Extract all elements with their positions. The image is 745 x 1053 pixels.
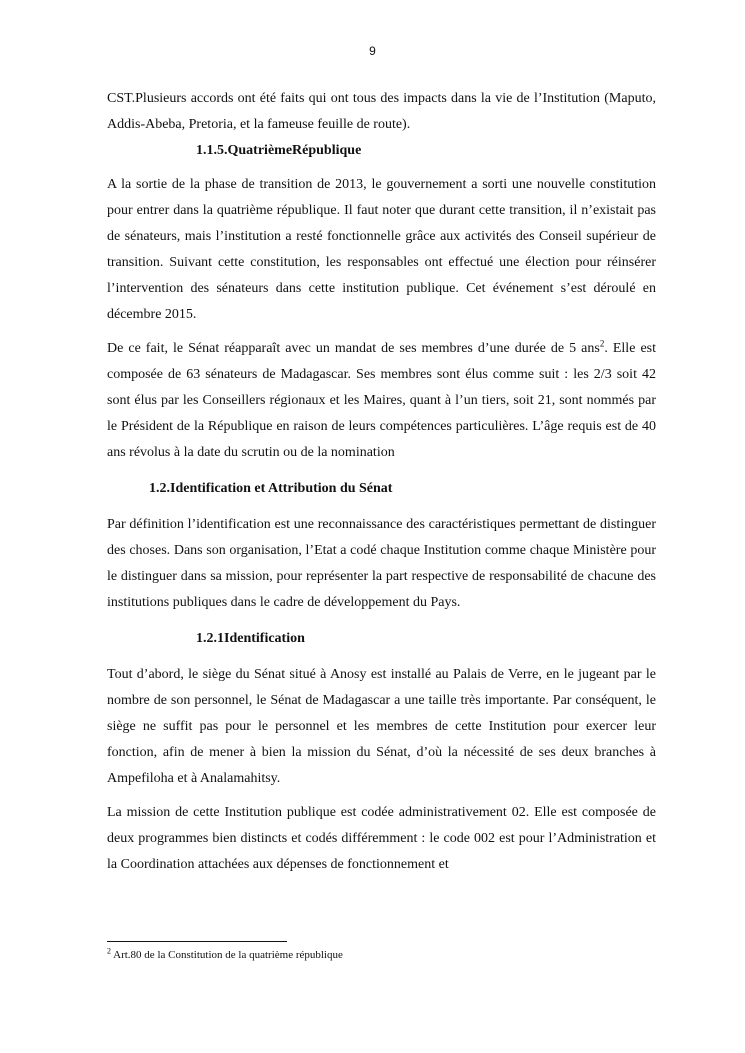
footnote-marker: 2	[107, 946, 111, 956]
footnote-separator	[107, 941, 287, 942]
document-body	[107, 86, 656, 886]
paragraph-siege: Tout d’abord, le siège du Sénat situé à Anosy est installé au Palais de Verre, en le jugeant par le nombre de son personnel, le Sénat de Madagascar a une taille très importante. Par conséquent, le siège ne suffit pas pour le personnel et les membres de cette Institution pour exercer leur fonction, afin de mener à bien la mission du Sénat, d’où la nécessité de ses deux branches à Ampefiloha et à Analamahitsy.	[107, 667, 656, 786]
paragraph-intro: CST.Plusieurs accords ont été faits qui ont tous des impacts dans la vie de l’Institution (Maputo, Addis-Abeba, Pretoria, et la fameuse feuille de route).	[107, 91, 656, 132]
paragraph-transition: A la sortie de la phase de transition de 2013, le gouvernement a sorti une nouvelle constitution pour entrer dans la quatrième république. Il faut noter que durant cette transition, il n’existait pas de sénateurs, mais l’institution a resté fonctionnelle grâce aux activités des Conseil supérieur de transition. Suivant cette constitution, les responsables ont effectué une élection pour réinsérer l’intervention des sénateurs dans cette institution publique. Cet événement s’est déroulé en décembre 2015.	[107, 177, 656, 322]
heading-1-1-5: 1.1.5.QuatrièmeRépublique	[196, 143, 362, 158]
paragraph-senat-mandat-part1: De ce fait, le Sénat réapparaît avec un mandat de ses membres d’une durée de 5 ans	[107, 341, 600, 356]
footnote-reference: 2	[599, 338, 605, 349]
paragraph-senat-mandat	[107, 336, 656, 466]
heading-1-2: 1.2.Identification et Attribution du Sénat	[149, 481, 393, 496]
heading-1-2-1: 1.2.1Identification	[196, 631, 305, 646]
page-number: 9	[369, 44, 376, 58]
paragraph-mission: La mission de cette Institution publique est codée administrativement 02. Elle est composée de deux programmes bien distincts et codés différemment : le code 002 est pour l’Administration et la Coordination attachées aux dépenses de fonctionnement et	[107, 805, 656, 872]
paragraph-definition: Par définition l’identification est une reconnaissance des caractéristiques permettant de distinguer des choses. Dans son organisation, l’Etat a codé chaque Institution comme chaque Ministère pour le distinguer dans sa mission, pour représenter la part respective de responsabilité de chacune des institutions publiques dans le cadre de développement du Pays.	[107, 517, 656, 610]
footnote-text: Art.80 de la Constitution de la quatrième république	[111, 949, 343, 961]
paragraph-senat-mandat-part2: . Elle est composée de 63 sénateurs de Madagascar. Ses membres sont élus comme suit : les 2/3 soit 42 sont élus par les Conseillers régionaux et les Maires, quant à l’un tiers, soit 21, sont nommés par le Président de la République en raison de leurs compétences particulières. L’âge requis est de 40 ans révolus à la date du scrutin ou de la nomination	[107, 341, 656, 460]
footnote	[107, 948, 343, 962]
